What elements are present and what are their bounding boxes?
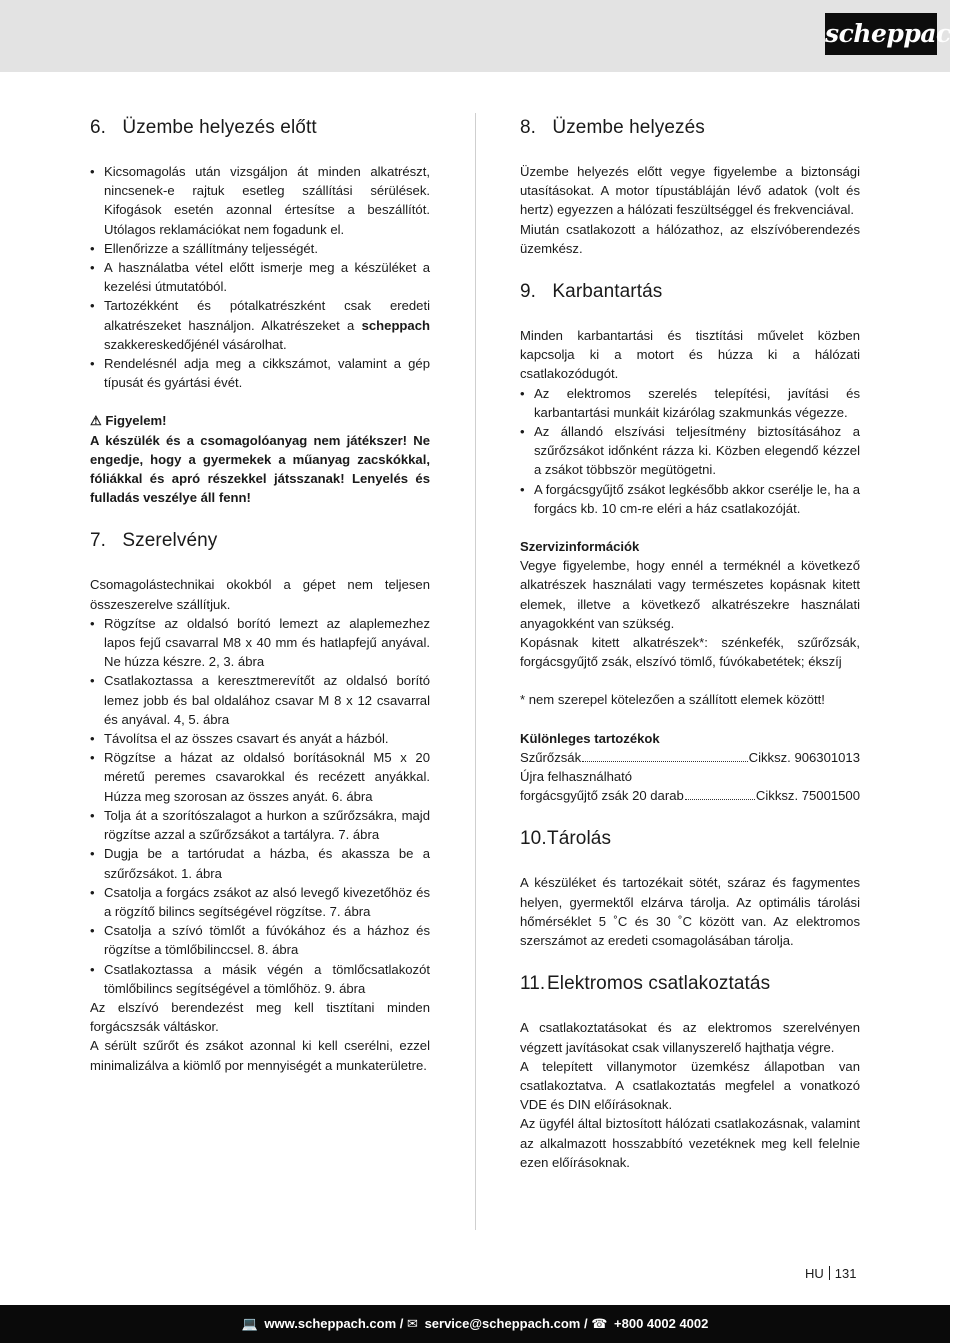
service-heading: Szervizinformációk xyxy=(520,539,640,555)
page-number: HU 131 xyxy=(805,1266,857,1281)
section-11-heading: 11.Elektromos csatlakoztatás xyxy=(520,973,771,995)
accessory-row: forgácsgyűjtő zsák 20 darab Cikksz. 75001500 xyxy=(520,788,860,804)
section-8-heading: 8. Üzembe helyezés xyxy=(520,117,705,138)
section-11-paragraph: A csatlakoztatásokat és az elektromos szerelvényen végzett javításokat csak villanyszerelő hajthatja végre. xyxy=(520,1020,860,1055)
section-10-paragraph: A készüléket és tartozékait sötét, száraz és fagymentes helyen, gyermektől elzárva tárolja. Az optimális tárolási hőmérséklet 5 ˚C és 30 ˚C között van. Az elektromos szerszámot az eredeti csomagolásában tárolja. xyxy=(520,875,860,949)
list-item: • A forgácsgyűjtő zsákot legkésőbb akkor cserélje le, ha a forgács kb. 10 cm-re eléri a ház csatlakozóját. xyxy=(520,480,860,518)
section-8-paragraph: Üzembe helyezés előtt vegye figyelembe a biztonsági utasításokat. A motor típustábláján lévő adatok (volt és hertz) egyezzen a hálózati feszültséggel és frekvenciával. xyxy=(520,164,860,218)
list-item: • A használatba vétel előtt ismerje meg a készüléket a kezelési útmutatóból. xyxy=(90,258,430,296)
service-note: * nem szerepel kötelezően a szállított elemek között! xyxy=(520,692,825,708)
phone-icon: ☎ xyxy=(591,1316,608,1331)
section-8-paragraph: Miután csatlakozott a hálózathoz, az elszívóberendezés üzemkész. xyxy=(520,221,860,256)
section-7-list xyxy=(90,614,430,998)
section-11-paragraph: A telepített villanymotor üzemkész állapotban van csatlakoztatva. A csatlakoztatás megfelel a vonatkozó VDE és DIN előírásoknak. xyxy=(520,1058,860,1113)
list-item: • Csatolja a forgács zsákot az alsó levegő kivezetőhöz és a rögzítő bilincs segítségével rögzítse. 7. ábra xyxy=(90,883,430,921)
section-9-heading: 9. Karbantartás xyxy=(520,281,663,303)
computer-icon: 💻 xyxy=(241,1316,258,1331)
list-item: • Rögzítse a házat az oldalsó borításoknál M5 x 20 méretű peremes csavarokkal és recézett anyákkal. Húzza meg szorosan az összes anyát. 6. ábra xyxy=(90,748,430,806)
list-item: • Rendelésnél adja meg a cikkszámot, valamint a gép típusát és gyártási évét. xyxy=(90,354,430,392)
list-item: • Távolítsa el az összes csavart és anyát a házból. xyxy=(90,729,430,748)
section-7-paragraph: Az elszívó berendezést meg kell tisztítani minden forgácszsák váltáskor. xyxy=(90,999,430,1035)
scheppach-logo: scheppach xyxy=(825,13,937,55)
warning-text: A készülék és a csomagolóanyag nem játékszer! Ne engedje, hogy a gyermekek a műanyag zacskókkal, fóliákkal és apró részekkel játsszanak! Lenyelés és fulladás veszélye áll fenn! xyxy=(90,432,430,506)
list-item: • Csatolja a szívó tömlőt a fúvókához és a házhoz és rögzítse a tömlőbilinccsel. 8. ábra xyxy=(90,921,430,959)
accessory-row: Szűrőzsák Cikksz. 906301013 xyxy=(520,749,860,765)
website-link[interactable]: www.scheppach.com xyxy=(264,1316,397,1331)
list-item: • Az elektromos szerelés telepítési, javítási és karbantartási munkáit kizárólag szakmunkás végezze. xyxy=(520,384,860,422)
language-code: HU xyxy=(805,1266,824,1281)
warning-heading: ⚠ Figyelem! xyxy=(90,413,167,429)
right-column xyxy=(520,116,860,1172)
section-11-paragraph: Az ügyfél által biztosított hálózati csatlakozásnak, valamint az alkalmazott hosszabbító vezetéknek meg kell felelnie ezen előírásoknak. xyxy=(520,1116,860,1170)
section-6-heading: 6. Üzembe helyezés előtt xyxy=(90,117,317,138)
list-item: • Rögzítse az oldalsó borító lemezt az alaplemezhez lapos fejű csavarral M8 x 40 mm és hatlapfejű anyával. Ne húzza készre. 2, 3. ábra xyxy=(90,614,430,672)
header-bar xyxy=(0,0,968,72)
section-7-intro: Csomagolástechnikai okokból a gépet nem teljesen összeszerelve szállítjuk. xyxy=(90,577,430,612)
section-7-paragraph: A sérült szűrőt és zsákot azonnal ki kell cserélni, ezzel minimalizálva a kiömlő por mennyiségét a munkaterületre. xyxy=(90,1038,430,1073)
list-item: • Tartozékként és pótalkatrészként csak eredeti alkatrészeket használjon. Alkatrészeket a scheppach szakkereskedőjénél vásárolhat. xyxy=(90,296,430,354)
brand-name: scheppach xyxy=(361,317,430,333)
list-item: • Csatlakoztassa a másik végén a tömlőcsatlakozót tömlőbilincs segítségével a tömlőhöz. 9. ábra xyxy=(90,960,430,998)
column-divider xyxy=(475,113,476,1230)
service-paragraph: Vegye figyelembe, hogy ennél a terméknél a következő alkatrészek használati vagy természetes kopásnak kitett elemek, illetve a következő alkatrészekre használati anyagokként van szükség. xyxy=(520,558,860,631)
mail-icon: ✉ xyxy=(407,1316,418,1331)
list-item: • Csatlakoztassa a keresztmerevítőt az oldalsó borító lemez jobb és bal oldalához csavar M 8 x 12 csavarral és anyával. 4, 5. ábra xyxy=(90,671,430,729)
service-paragraph: Kopásnak kitett alkatrészek*: szénkefék, szűrőzsák, forgácsgyűjtő zsák, elszívó tömlő, fúvókabetétek; ékszíj xyxy=(520,635,860,670)
footer-bar: 💻 www.scheppach.com / ✉ service@scheppach.com / ☎ +800 4002 4002 xyxy=(0,1305,950,1343)
list-item: • Dugja be a tartórudat a házba, és akassza be a szűrőzsákot. 1. ábra xyxy=(90,844,430,882)
section-9-paragraph: Minden karbantartási és tisztítási művelet közben kapcsolja ki a motort és húzza ki a hálózati csatlakozódugót. xyxy=(520,328,860,382)
section-9-list xyxy=(520,384,860,518)
phone-link[interactable]: +800 4002 4002 xyxy=(614,1316,709,1331)
section-10-heading: 10.Tárolás xyxy=(520,828,612,850)
list-item: • Az állandó elszívási teljesítmény biztosításához a szűrőzsákot időnként rázza ki. Közben elegendő kézzel a zsákot többször megütögetni. xyxy=(520,422,860,480)
email-link[interactable]: service@scheppach.com xyxy=(424,1316,581,1331)
left-column xyxy=(90,116,430,1075)
warning-icon: ⚠ xyxy=(90,413,102,429)
list-item: • Tolja át a szorítószalagot a hurkon a szűrőzsákra, majd rögzítse azzal a szűrőzsákot a tartályra. 7. ábra xyxy=(90,806,430,844)
section-6-list xyxy=(90,162,430,392)
section-7-heading: 7. Szerelvény xyxy=(90,530,218,552)
list-item: • Ellenőrizze a szállítmány teljességét. xyxy=(90,239,430,258)
accessories-heading: Különleges tartozékok xyxy=(520,730,660,746)
accessory-line: Újra felhasználható xyxy=(520,769,633,785)
list-item: • Kicsomagolás után vizsgáljon át minden alkatrészt, nincsenek-e rajtuk esetleg szállítási sérülések. Kifogások esetén azonnal értesítse a beszállítót. Utólagos reklamációkat nem fogadunk el. xyxy=(90,162,430,239)
